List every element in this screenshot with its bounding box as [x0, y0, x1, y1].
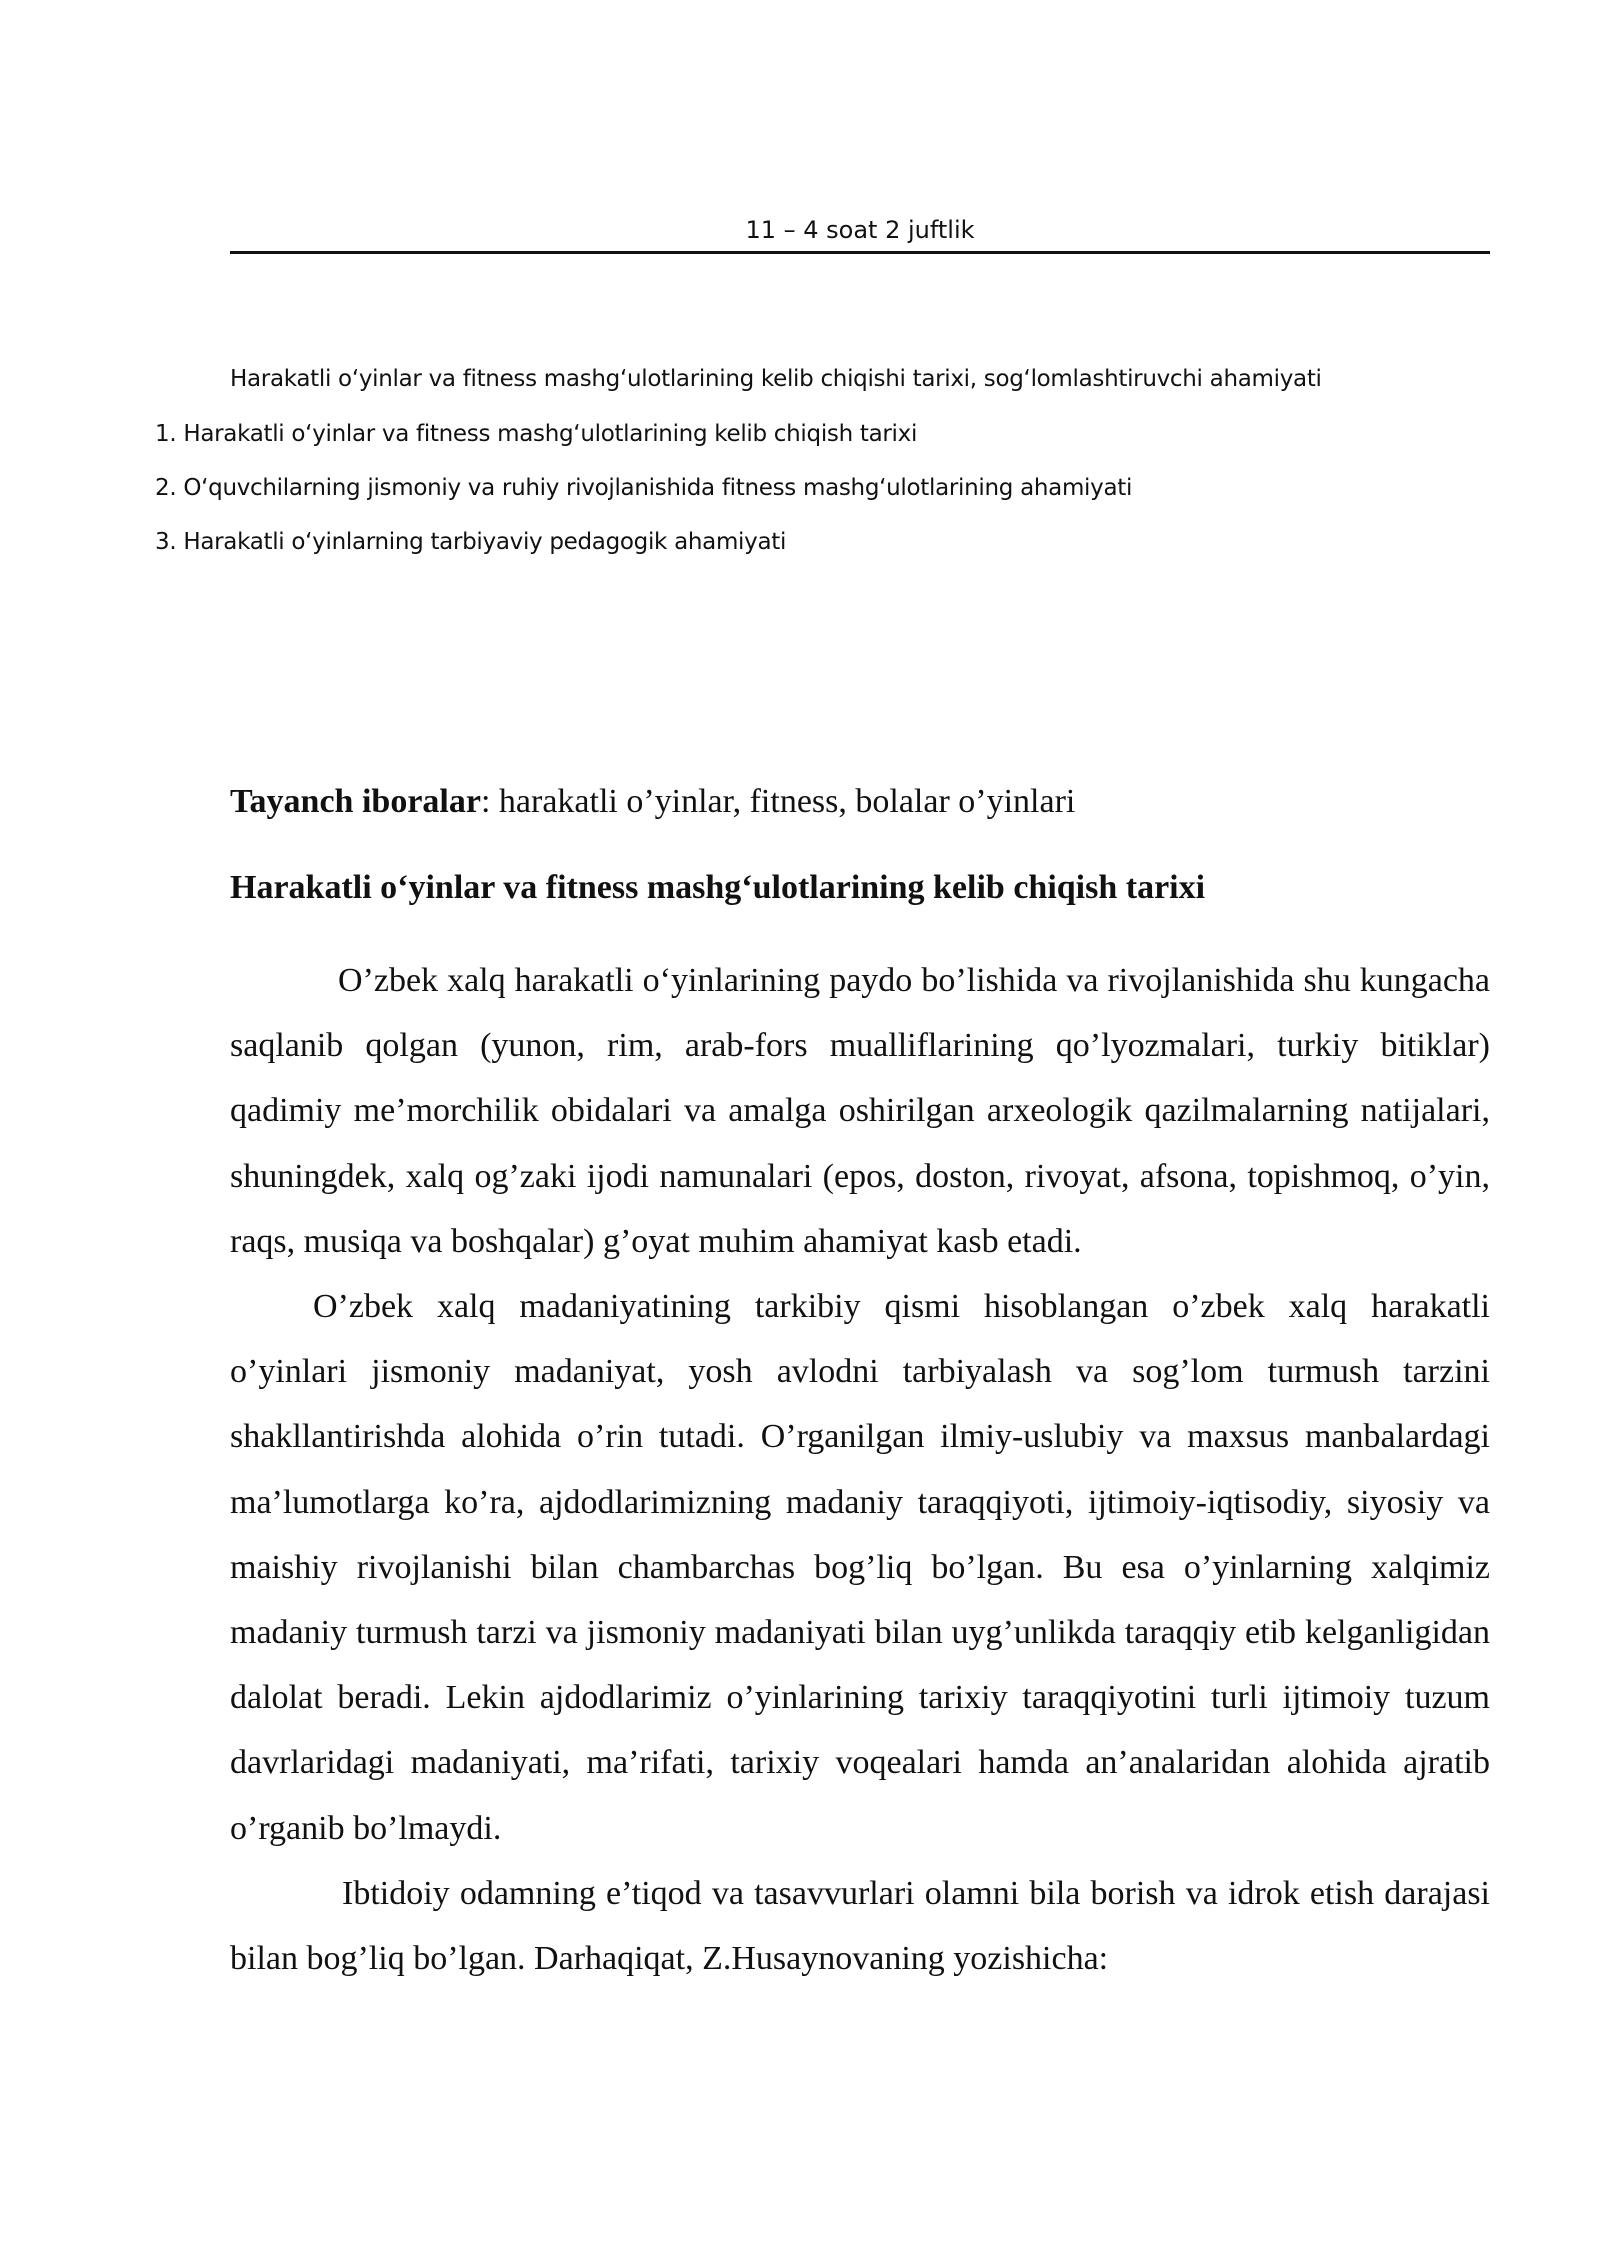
body-paragraph: O’zbek xalq madaniyatining tarkibiy qismi hisoblangan o’zbek xalq harakatli o’yinlari jismoniy madaniyat, yosh avlodni tarbiyalash va sog’lom turmush tarzini shakllantirishda alohida o’rin tutadi. O’rganilgan ilmiy-uslubiy va maxsus manbalardagi ma’lumotlarga ko’ra, ajdodlarimizning madaniy taraqqiyoti, ijtimoiy-iqtisodiy, siyosiy va maishiy rivojlanishi bilan chambarchas bog’liq bo’lgan. Bu esa o’yinlarning xalqimiz madaniy turmush tarzi va jismoniy madaniyati bilan uyg’unlikda taraqqiy etib kelganligidan dalolat beradi. Lekin ajdodlarimiz o’yinlarining tarixiy taraqqiyotini turli ijtimoiy tuzum davrlaridagi madaniyati, ma’rifati, tarixiy voqealari hamda an’analaridan alohida ajratib o’rganib bo’lmaydi.	[230, 1288, 1490, 1847]
topic-title: Harakatli o‘yinlar va fitness mashg‘ulotlarining kelib chiqishi tarixi, sog‘lomlashtiruvchi ahamiyati	[230, 366, 1322, 392]
header-rule	[230, 251, 1490, 254]
outline-item: 1. Harakatli o‘yinlar va fitness mashg‘ulotlarining kelib chiqish tarixi	[155, 421, 918, 447]
keywords-line	[230, 780, 1490, 824]
section-body	[230, 948, 1490, 1991]
outline-item: 2. O‘quvchilarning jismoniy va ruhiy rivojlanishida fitness mashg‘ulotlarining ahamiyati	[155, 475, 1133, 501]
body-paragraph: O’zbek xalq harakatli o‘yinlarining paydo bo’lishida va rivojlanishida shu kungacha saqlanib qolgan (yunon, rim, arab-fors mualliflarining qo’lyozmalari, turkiy bitiklar) qadimiy me’morchilik obidalari va amalga oshirilgan arxeologik qazilmalarning natijalari, shuningdek, xalq og’zaki ijodi namunalari (epos, doston, rivoyat, afsona, topishmoq, o’yin, raqs, musiqa va boshqalar) g’oyat muhim ahamiyat kasb etadi.	[230, 962, 1490, 1260]
page-header: 11 – 4 soat 2 juftlik	[745, 216, 975, 244]
body-paragraph: Ibtidoiy odamning e’tiqod va tasavvurlari olamni bila borish va idrok etish darajasi bilan bog’liq bo’lgan. Darhaqiqat, Z.Husaynovaning yozishicha:	[230, 1874, 1490, 1978]
keywords-text: : harakatli o’yinlar, fitness, bolalar o’yinlari	[480, 783, 1076, 820]
topic-outline	[155, 418, 1132, 580]
outline-item: 3. Harakatli o‘yinlarning tarbiyaviy pedagogik ahamiyati	[155, 529, 787, 555]
keywords-label: Tayanch iboralar	[230, 783, 481, 820]
section-heading: Harakatli o‘yinlar va fitness mashg‘ulotlarining kelib chiqish tarixi	[230, 869, 1206, 906]
